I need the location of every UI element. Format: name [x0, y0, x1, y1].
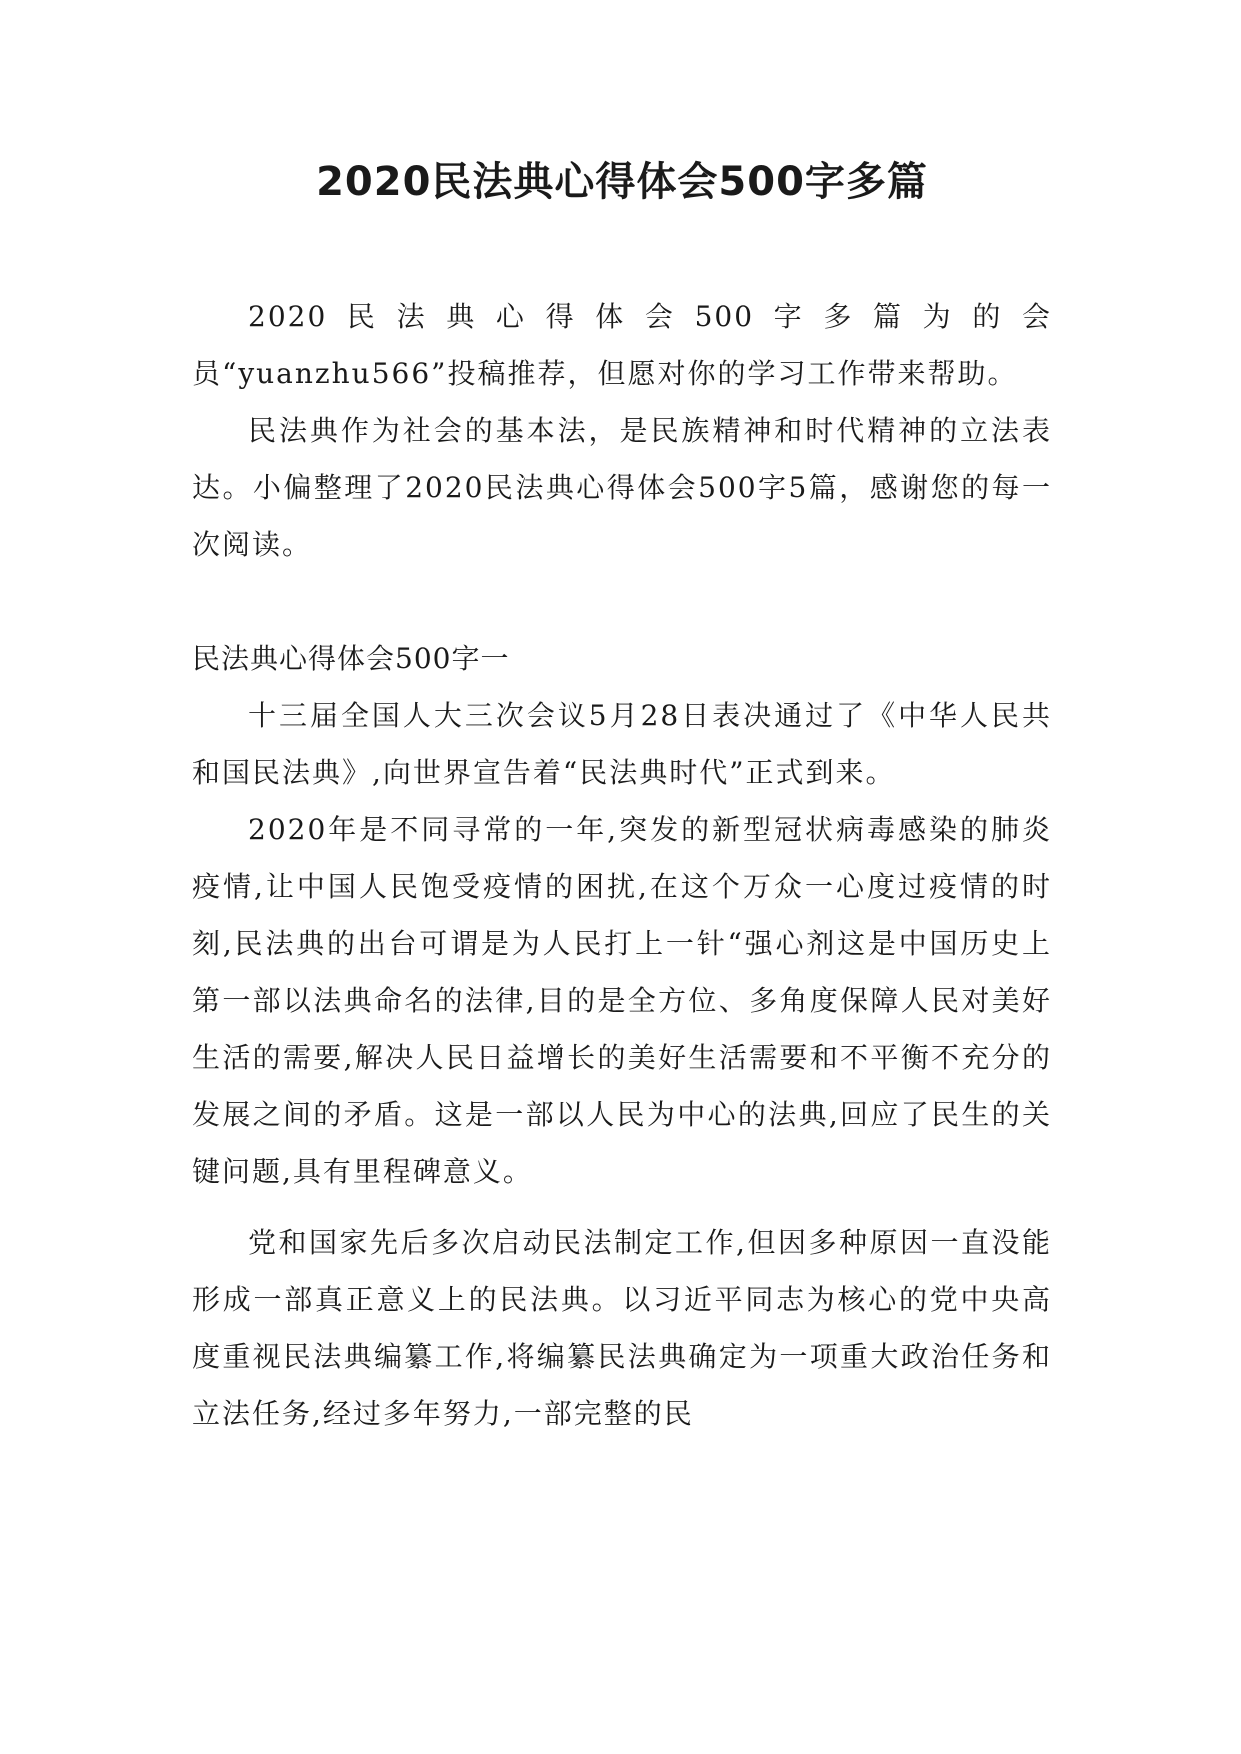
document-body	[192, 288, 1052, 1442]
document-title: 2020民法典心得体会500字多篇	[316, 159, 928, 205]
section-paragraph-3: 党和国家先后多次启动民法制定工作,但因多种原因一直没能形成一部真正意义上的民法典。以习近平同志为核心的党中央高度重视民法典编纂工作,将编纂民法典确定为一项重大政治任务和立法任务,经过多年努力,一部完整的民	[192, 1226, 1052, 1430]
spacer	[192, 573, 1052, 630]
section-heading: 民法典心得体会500字一	[192, 642, 510, 675]
section-paragraph-1: 十三届全国人大三次会议5月28日表决通过了《中华人民共和国民法典》,向世界宣告着“民法典时代”正式到来。	[192, 699, 1052, 789]
intro-paragraph-1: 2020民法典心得体会500字多篇为的会员“yuanzhu566”投稿推荐，但愿对你的学习工作带来帮助。	[192, 300, 1052, 390]
intro-paragraph-2: 民法典作为社会的基本法，是民族精神和时代精神的立法表达。小偏整理了2020民法典心得体会500字5篇，感谢您的每一次阅读。	[192, 414, 1052, 561]
document-page	[192, 0, 1052, 1754]
spacer	[192, 1200, 1052, 1214]
section-paragraph-2: 2020年是不同寻常的一年,突发的新型冠状病毒感染的肺炎疫情,让中国人民饱受疫情的困扰,在这个万众一心度过疫情的时刻,民法典的出台可谓是为人民打上一针“强心剂这是中国历史上第一部以法典命名的法律,目的是全方位、多角度保障人民对美好生活的需要,解决人民日益增长的美好生活需要和不平衡不充分的发展之间的矛盾。这是一部以人民为中心的法典,回应了民生的关键问题,具有里程碑意义。	[192, 813, 1052, 1188]
